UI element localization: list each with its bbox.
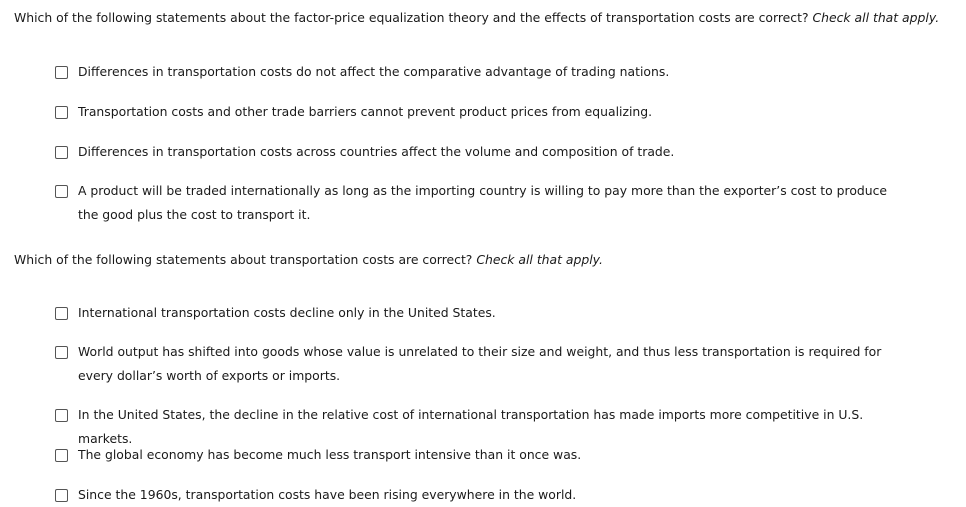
question-1-instruction: Check all that apply.: [812, 10, 940, 25]
question-2-prompt: [14, 251, 952, 269]
q2-option-4-label[interactable]: The global economy has become much less transport intensive than it once was.: [78, 447, 582, 462]
question-2-text: Which of the following statements about transportation costs are correct?: [14, 252, 473, 267]
q1-option-4-checkbox[interactable]: [55, 185, 68, 198]
q1-option-2-checkbox[interactable]: [55, 106, 68, 119]
q2-option-1[interactable]: [55, 304, 952, 325]
q2-option-1-checkbox[interactable]: [55, 307, 68, 320]
q1-option-1-label[interactable]: Differences in transportation costs do not affect the comparative advantage of trading nations.: [78, 64, 670, 79]
question-1-text: Which of the following statements about the factor-price equalization theory and the effects of transportation costs are correct?: [14, 10, 809, 25]
question-1-prompt: [14, 9, 952, 27]
q2-option-4[interactable]: [55, 446, 952, 467]
q2-option-5-checkbox[interactable]: [55, 489, 68, 502]
q2-option-3-label[interactable]: In the United States, the decline in the relative cost of international transportation has made imports more competitive in U.S. markets.: [78, 407, 864, 446]
q1-option-3[interactable]: [55, 143, 952, 164]
q2-option-1-label[interactable]: International transportation costs decline only in the United States.: [78, 305, 496, 320]
q2-option-2-label[interactable]: World output has shifted into goods whose value is unrelated to their size and weight, and thus less transportation is required for every dollar’s worth of exports or imports.: [78, 344, 882, 383]
q1-option-3-checkbox[interactable]: [55, 146, 68, 159]
q2-option-2-checkbox[interactable]: [55, 346, 68, 359]
q1-option-2-label[interactable]: Transportation costs and other trade barriers cannot prevent product prices from equalizing.: [78, 104, 653, 119]
q1-option-4[interactable]: [55, 182, 952, 227]
q2-option-2[interactable]: [55, 343, 952, 388]
question-2-instruction: Check all that apply.: [476, 252, 603, 267]
q1-option-4-label[interactable]: A product will be traded internationally as long as the importing country is willing to pay more than the exporter’s cost to produce the good plus the cost to transport it.: [78, 183, 888, 222]
question-1: [14, 9, 952, 222]
q1-option-1-checkbox[interactable]: [55, 66, 68, 79]
q2-option-4-checkbox[interactable]: [55, 449, 68, 462]
q1-option-1[interactable]: [55, 63, 952, 84]
question-2: [14, 251, 952, 502]
q1-option-3-label[interactable]: Differences in transportation costs across countries affect the volume and composition of trade.: [78, 144, 675, 159]
q1-option-2[interactable]: [55, 103, 952, 124]
q2-option-3-checkbox[interactable]: [55, 409, 68, 422]
q2-option-5-label[interactable]: Since the 1960s, transportation costs have been rising everywhere in the world.: [78, 487, 577, 502]
